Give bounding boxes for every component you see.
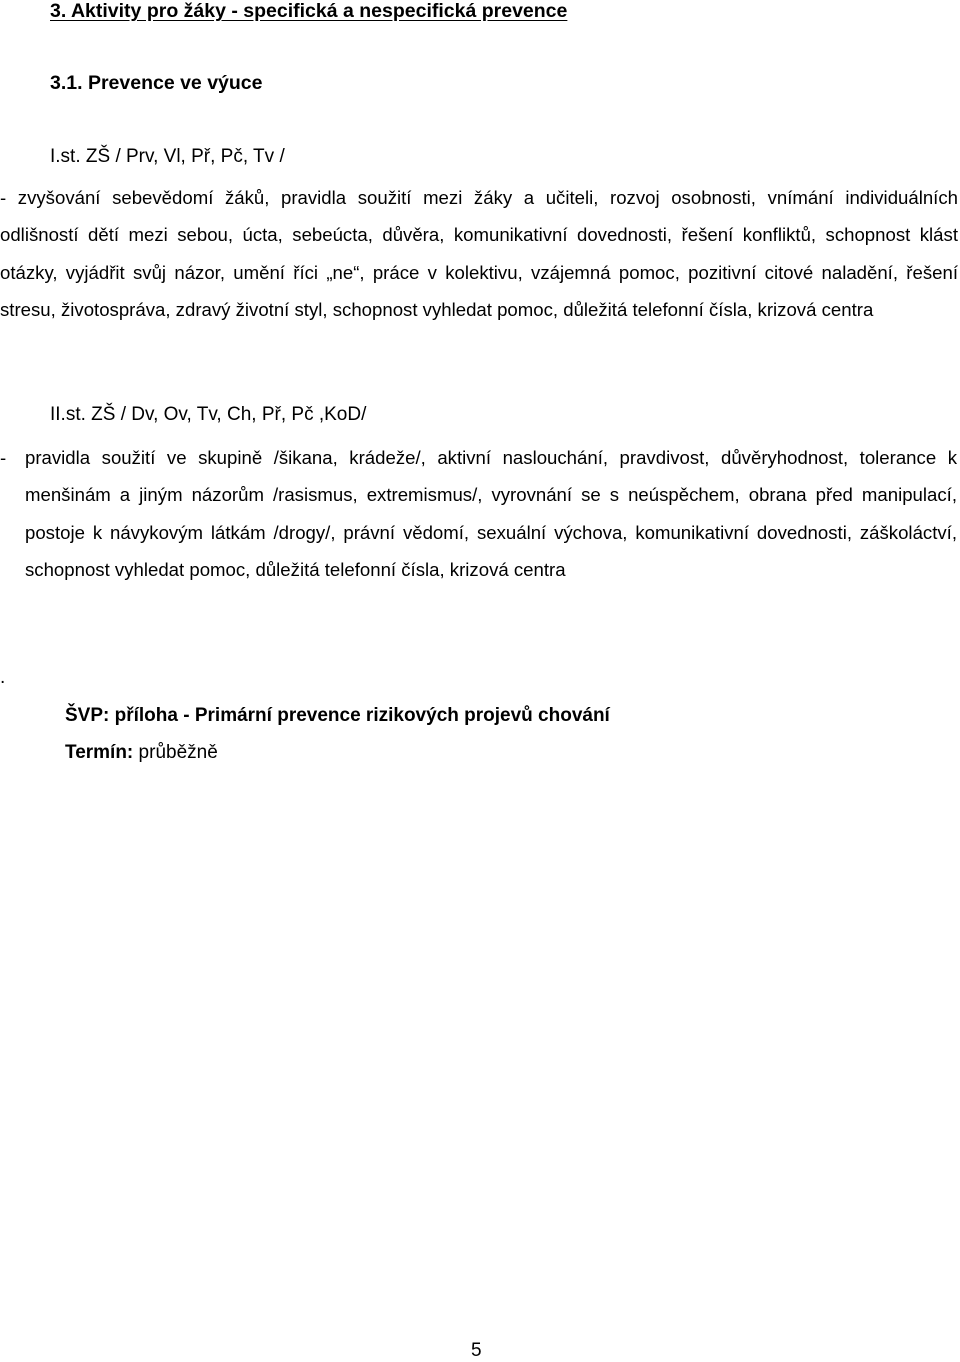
grade1-heading: I.st. ZŠ / Prv, Vl, Př, Pč, Tv / xyxy=(50,146,285,167)
page-number: 5 xyxy=(471,1340,482,1361)
subsection-title: 3.1. Prevence ve výuce xyxy=(50,72,263,94)
svp-line: ŠVP: příloha - Primární prevence rizikových projevů chování xyxy=(65,705,610,726)
grade2-heading: II.st. ZŠ / Dv, Ov, Tv, Ch, Př, Pč ,KoD/ xyxy=(50,404,367,425)
term-value: průběžně xyxy=(138,742,218,763)
grade1-paragraph: - zvyšování sebevědomí žáků, pravidla soužití mezi žáky a učiteli, rozvoj osobnosti, vnímání individuálních odlišností dětí mezi sebou, úcta, sebeúcta, důvěra, komunikativní dovednosti, řešení konfliktů, schopnost klást otázky, vyjádřit svůj názor, umění říci „ne“, práce v kolektivu, vzájemná pomoc, pozitivní citové naladění, řešení stresu, životospráva, zdravý životní styl, schopnost vyhledat pomoc, důležitá telefonní čísla, krizová centra xyxy=(0,187,958,320)
grade2-paragraph: pravidla soužití ve skupině /šikana, krádeže/, aktivní naslouchání, pravdivost, důvěryhodnost, tolerance k menšinám a jiným názorům /rasismus, extremismus/, vyrovnání se s neúspěchem, obrana před manipulací, postoje k návykovým látkám /drogy/, právní vědomí, sexuální výchova, komunikativní dovednosti, záškoláctví, schopnost vyhledat pomoc, důležitá telefonní čísla, krizová centra xyxy=(25,447,957,580)
grade2-bullet-dash: - xyxy=(0,447,7,468)
separator-dot: . xyxy=(0,667,6,688)
section-title: 3. Aktivity pro žáky - specifická a nespecifická prevence xyxy=(50,0,568,22)
term-line xyxy=(65,742,218,764)
term-label: Termín: xyxy=(65,742,134,763)
